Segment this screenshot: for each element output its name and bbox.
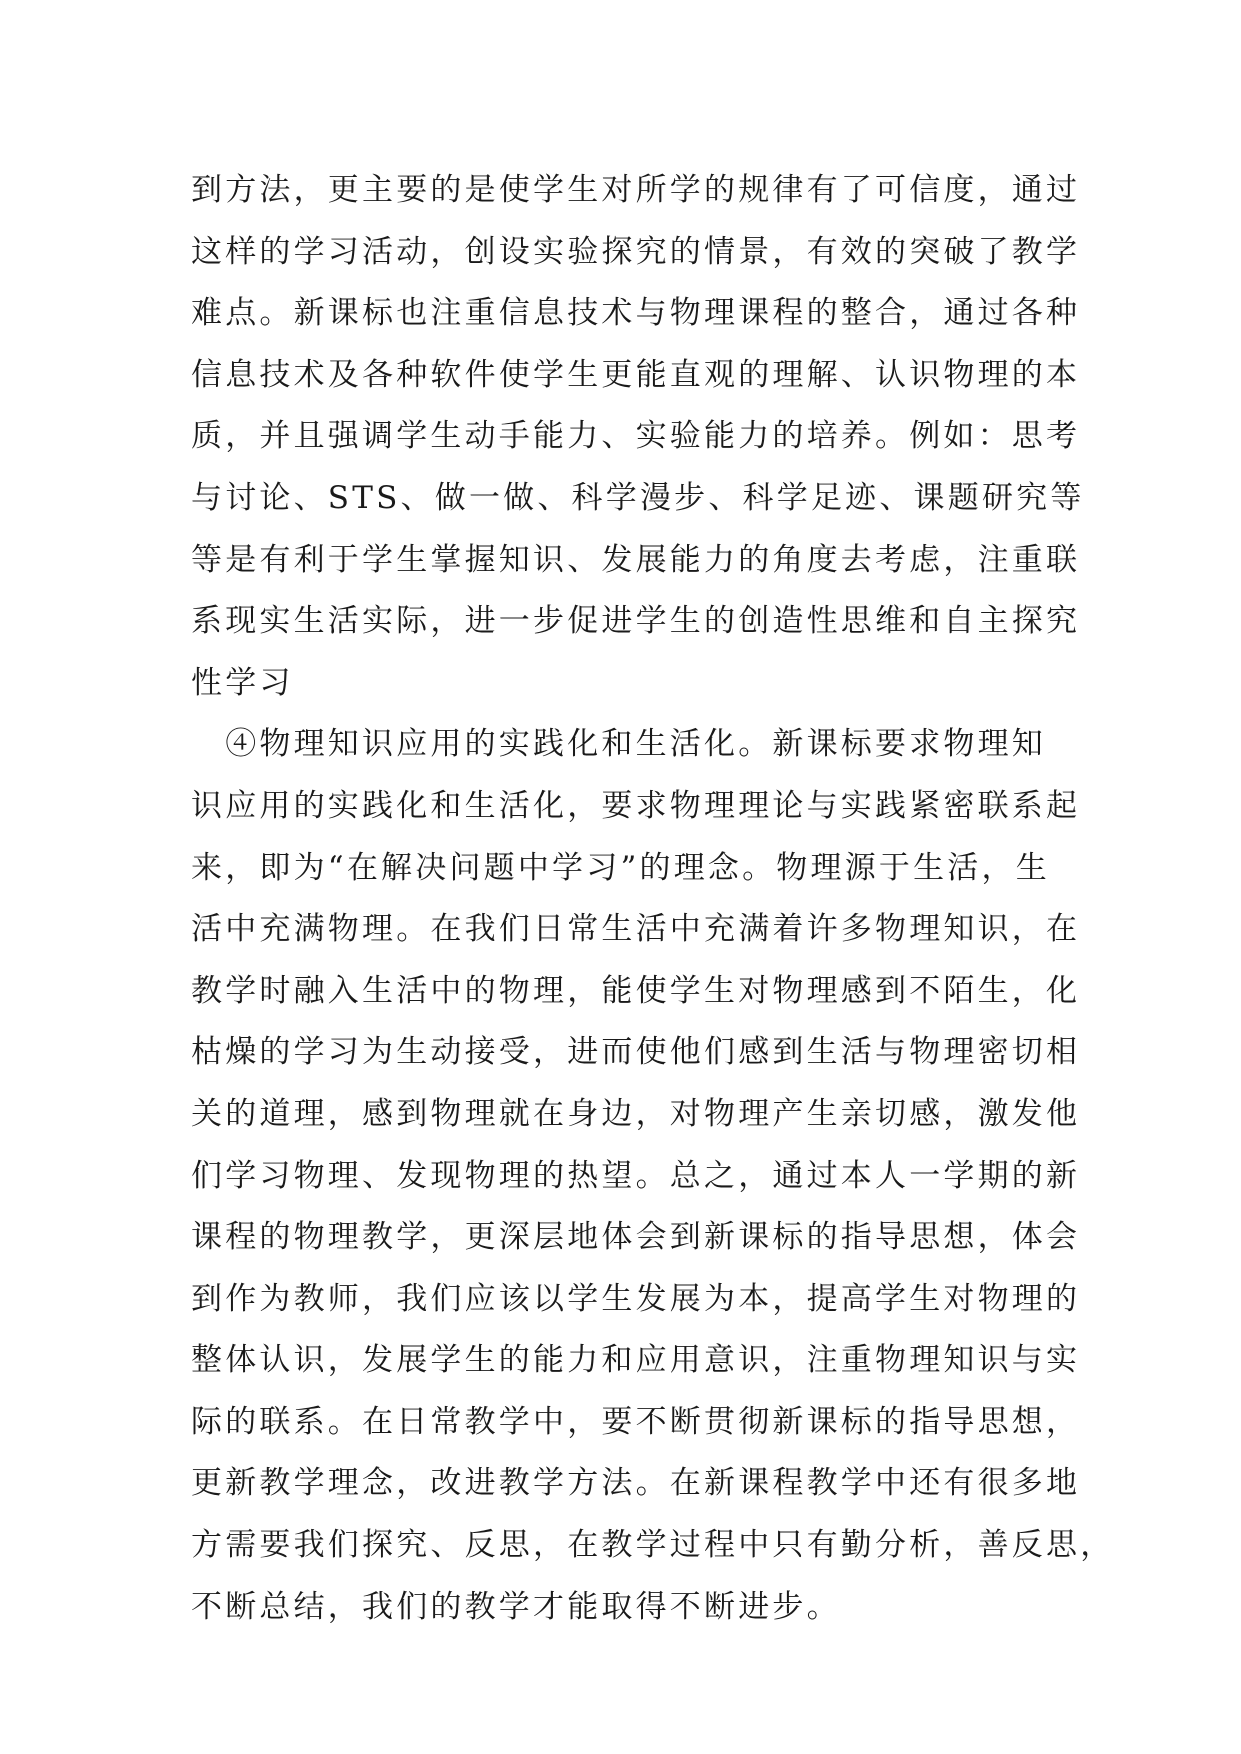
text-line: 质，并且强调学生动手能力、实验能力的培养。例如：思考 [191,418,1081,455]
text-line: 信息技术及各种软件使学生更能直观的理解、认识物理的本 [191,356,1081,393]
text-line: 这样的学习活动，创设实验探究的情景，有效的突破了教学 [191,233,1081,270]
text-line: 枯燥的学习为生动接受，进而使他们感到生活与物理密切相 [191,1034,1081,1071]
text-line: 到方法，更主要的是使学生对所学的规律有了可信度，通过 [191,172,1081,208]
text-line: 们学习物理、发现物理的热望。总之，通过本人一学期的新 [191,1157,1081,1194]
text-line: 系现实生活实际，进一步促进学生的创造性思维和自主探究 [191,603,1081,640]
body-text [191,160,1115,1638]
text-line: 到作为教师，我们应该以学生发展为本，提高学生对物理的 [191,1280,1081,1317]
text-line: 课程的物理教学，更深层地体会到新课标的指导思想，体会 [191,1219,1081,1256]
text-line: 识应用的实践化和生活化，要求物理理论与实践紧密联系起 [191,787,1081,824]
text-line: 来，即为“在解决问题中学习”的理念。物理源于生活，生 [191,849,1050,886]
text-line: 教学时融入生活中的物理，能使学生对物理感到不陌生，化 [191,972,1081,1009]
text-line: 性学习 [191,664,294,701]
text-line: 际的联系。在日常教学中，要不断贯彻新课标的指导思想， [191,1403,1081,1440]
text-line: ④物理知识应用的实践化和生活化。新课标要求物理知 [191,726,1046,763]
text-line: 不断总结，我们的教学才能取得不断进步。 [191,1588,841,1625]
text-line: 整体认识，发展学生的能力和应用意识，注重物理知识与实 [191,1342,1081,1379]
text-line: 活中充满物理。在我们日常生活中充满着许多物理知识，在 [191,911,1081,948]
text-line: 关的道理，感到物理就在身边，对物理产生亲切感，激发他 [191,1095,1081,1132]
text-line: 等是有利于学生掌握知识、发展能力的角度去考虑，注重联 [191,541,1081,578]
text-line: 与讨论、STS、做一做、科学漫步、科学足迹、课题研究等 [191,479,1085,516]
text-line: 难点。新课标也注重信息技术与物理课程的整合，通过各种 [191,295,1081,332]
text-line: 更新教学理念，改进教学方法。在新课程教学中还有很多地 [191,1465,1081,1502]
text-line: 方需要我们探究、反思，在教学过程中只有勤分析，善反思， [191,1527,1115,1564]
